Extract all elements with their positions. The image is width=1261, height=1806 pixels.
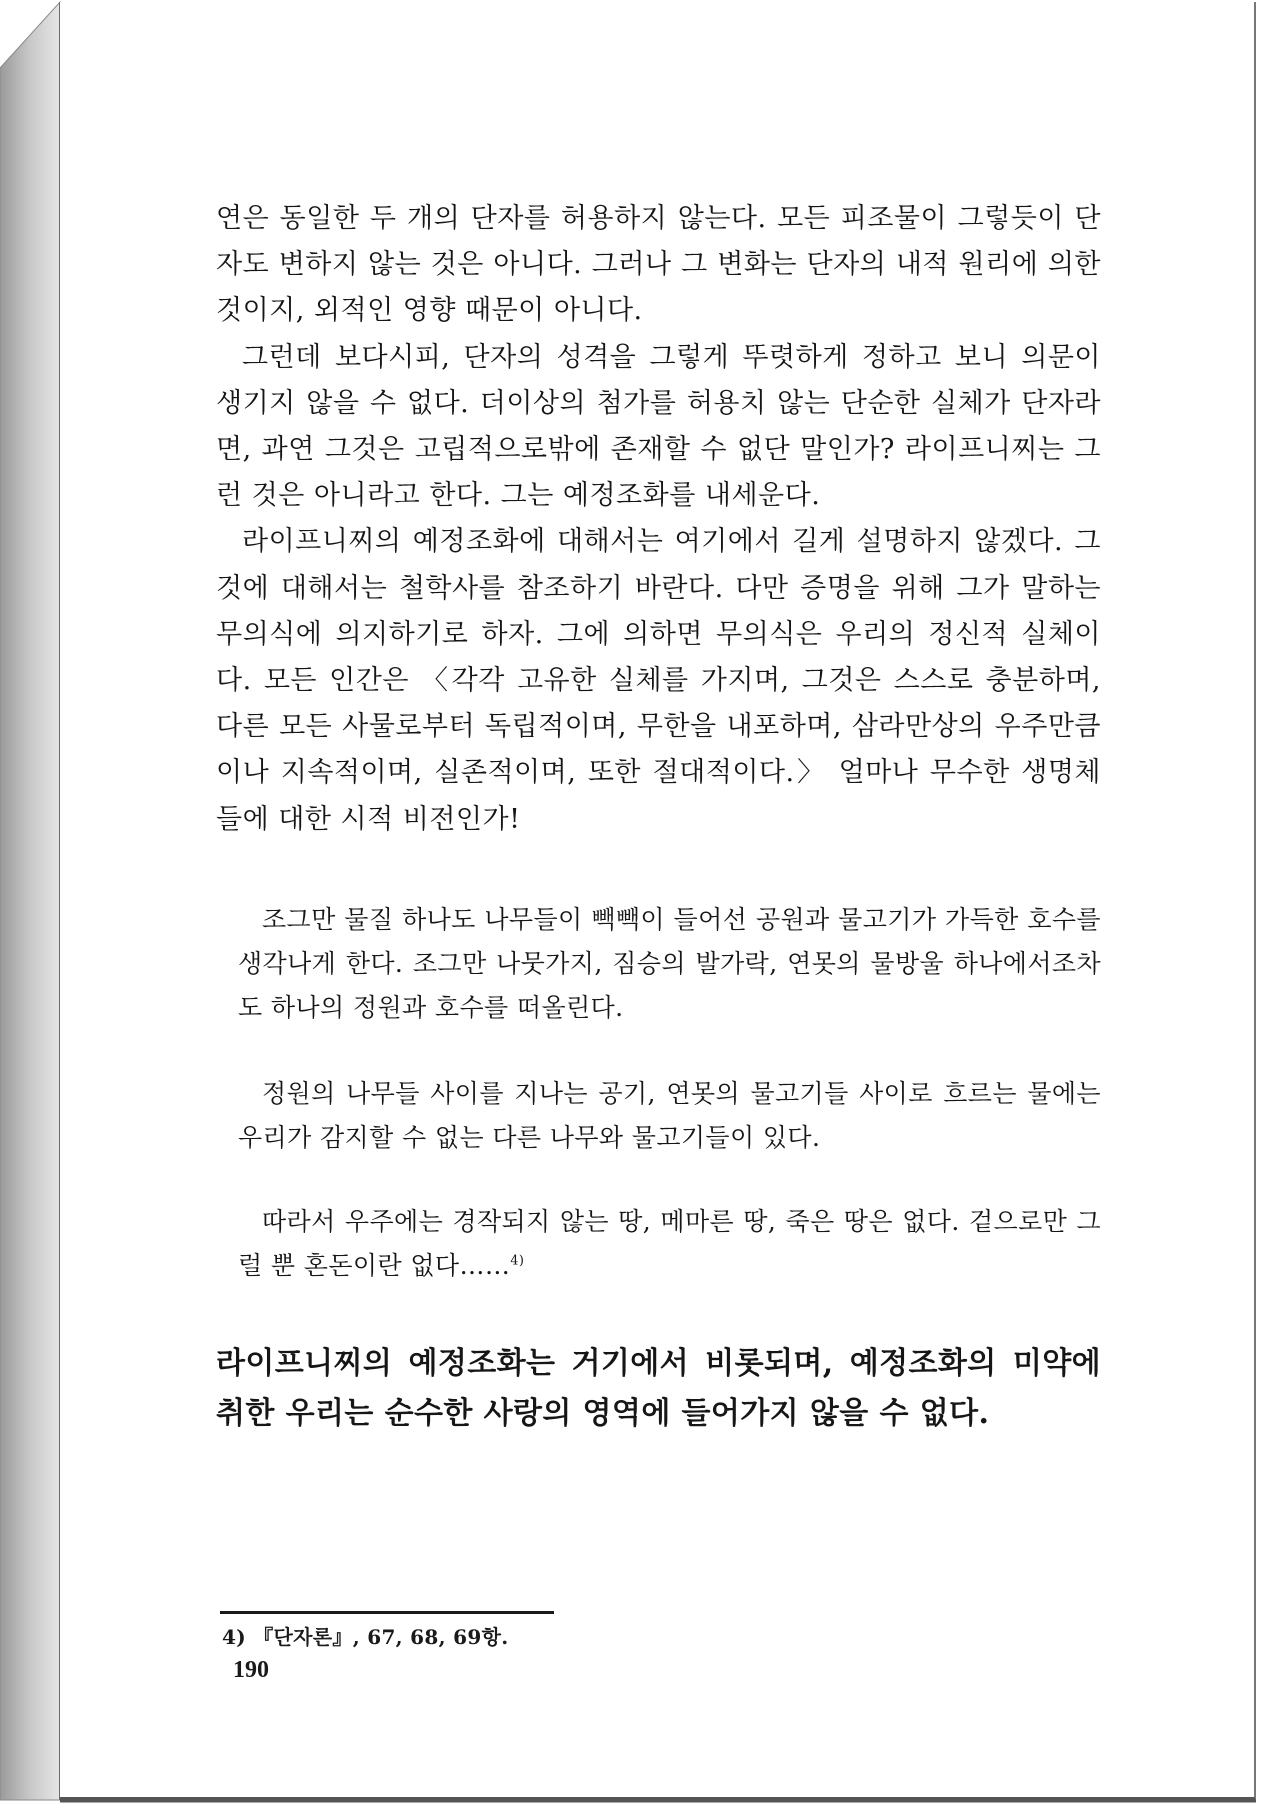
footnote-rule — [220, 1611, 554, 1614]
emphasis-block — [216, 1339, 1101, 1439]
quotation-1: 조그만 물질 하나도 나무들이 빽빽이 들어선 공원과 물고기가 가득한 호수를 생각나게 한다. 조그만 나뭇가지, 짐승의 발가락, 연못의 물방울 하나에서조차도 하나의 정원과 호수를 떠올린다. — [238, 905, 1101, 1022]
quotation-block-3 — [216, 1200, 1101, 1288]
quotation-2: 정원의 나무들 사이를 지나는 공기, 연못의 물고기들 사이로 흐르는 물에는 우리가 감지할 수 없는 다른 나무와 물고기들이 있다. — [238, 1079, 1101, 1152]
quotation-block-2 — [216, 1072, 1101, 1160]
body-paragraph-1: 연은 동일한 두 개의 단자를 허용하지 않는다. 모든 피조물이 그렇듯이 단자도 변하지 않는 것은 아니다. 그러나 그 변화는 단자의 내적 원리에 의한 것이지, 외적인 영향 때문이 아니다. — [216, 203, 1101, 327]
body-paragraph-3: 라이프니찌의 예정조화에 대해서는 여기에서 길게 설명하지 않겠다. 그것에 대해서는 철학사를 참조하기 바란다. 다만 증명을 위해 그가 말하는 무의식에 의지하기로 하자. 그에 의하면 무의식은 우리의 정신적 실체이다. 모든 인간은 〈각각 고유한 실체를 가지며, 그것은 스스로 충분하며, 다른 모든 사물로부터 독립적이며, 무한을 내포하며, 삼라만상의 우주만큼이나 지속적이며, 실존적이며, 또한 절대적이다.〉 얼마나 무수한 생명체들에 대한 시적 비전인가! — [216, 526, 1101, 835]
footnote: 4) 『단자론』, 67, 68, 69항. — [222, 1625, 509, 1649]
footnote-reference: 4) — [510, 1253, 525, 1269]
main-text — [216, 196, 1101, 843]
quotation-3 — [216, 1200, 1101, 1288]
quotation-block-1 — [216, 898, 1101, 1030]
emphasis-paragraph: 라이프니찌의 예정조화는 거기에서 비롯되며, 예정조화의 미약에 취한 우리는 순수한 사랑의 영역에 들어가지 않을 수 없다. — [216, 1346, 1101, 1431]
quotation-3-text: 따라서 우주에는 경작되지 않는 땅, 메마른 땅, 죽은 땅은 없다. 겉으로만 그럴 뿐 혼돈이란 없다…… — [238, 1207, 1101, 1280]
page-number: 190 — [233, 1657, 269, 1683]
body-paragraph-2: 그런데 보다시피, 단자의 성격을 그렇게 뚜렷하게 정하고 보니 의문이 생기지 않을 수 없다. 더이상의 첨가를 허용치 않는 단순한 실체가 단자라면, 과연 그것은 고립적으로밖에 존재할 수 없단 말인가? 라이프니찌는 그런 것은 아니라고 한다. 그는 예정조화를 내세운다. — [216, 341, 1101, 512]
